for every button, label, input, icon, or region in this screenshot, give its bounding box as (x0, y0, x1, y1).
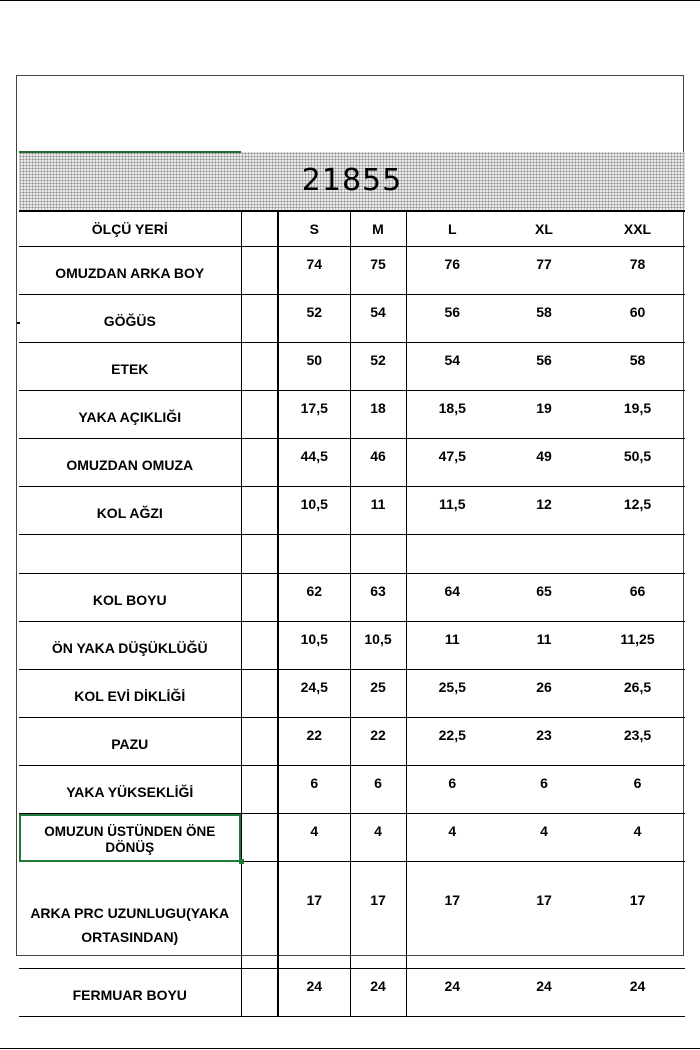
table-row (19, 814, 685, 862)
page-bottom-border (0, 1048, 700, 1049)
size-value-cell[interactable]: 17 (350, 862, 406, 969)
size-value-cell[interactable]: 4 (590, 814, 685, 862)
spacer-cell[interactable] (241, 295, 278, 343)
size-value-cell[interactable]: 76 (406, 247, 498, 295)
spacer-cell[interactable] (241, 622, 278, 670)
size-value-cell[interactable]: 4 (278, 814, 350, 862)
size-value-cell[interactable]: 54 (406, 343, 498, 391)
measurement-label-cell[interactable]: KOL BOYU (19, 574, 241, 622)
size-chart-table (19, 212, 685, 1017)
size-value-cell[interactable]: 66 (590, 574, 685, 622)
size-value-cell[interactable] (278, 535, 350, 574)
size-value-cell[interactable]: 18 (350, 391, 406, 439)
page-top-border (0, 0, 700, 1)
size-value-cell[interactable]: 50 (278, 343, 350, 391)
size-value-cell[interactable]: 22 (278, 718, 350, 766)
size-value-cell[interactable]: 4 (350, 814, 406, 862)
size-value-cell[interactable]: 17 (406, 862, 498, 969)
measurement-label-cell[interactable]: FERMUAR BOYU (19, 969, 241, 1017)
size-value-cell[interactable]: 24 (350, 969, 406, 1017)
spacer-cell[interactable] (241, 439, 278, 487)
measurement-label-cell[interactable]: OMUZDAN OMUZA (19, 439, 241, 487)
spacer-cell[interactable] (241, 862, 278, 969)
selection-edge (19, 151, 241, 153)
size-value-cell[interactable]: 56 (406, 295, 498, 343)
spacer-cell[interactable] (241, 212, 278, 247)
size-value-cell[interactable]: 44,5 (278, 439, 350, 487)
spacer-cell[interactable] (241, 487, 278, 535)
size-value-cell[interactable]: 10,5 (278, 487, 350, 535)
size-value-cell[interactable]: 50,5 (590, 439, 685, 487)
size-value-cell[interactable]: 11,5 (406, 487, 498, 535)
measurement-label-cell[interactable]: OMUZDAN ARKA BOY (19, 247, 241, 295)
spacer-cell[interactable] (241, 718, 278, 766)
spacer-cell[interactable] (241, 814, 278, 862)
header-size-cell[interactable]: XXL (590, 212, 685, 247)
size-value-cell[interactable]: 24 (590, 969, 685, 1017)
measurement-label-cell[interactable]: OMUZUN ÜSTÜNDEN ÖNE DÖNÜŞ (19, 814, 241, 862)
size-value-cell[interactable]: 24,5 (278, 670, 350, 718)
table-row (19, 969, 685, 1017)
size-value-cell[interactable]: 25 (350, 670, 406, 718)
size-value-cell[interactable]: 23 (498, 718, 590, 766)
header-size-cell[interactable]: S (278, 212, 350, 247)
spacer-cell[interactable] (241, 391, 278, 439)
size-value-cell[interactable]: 17 (278, 862, 350, 969)
size-value-cell[interactable]: 47,5 (406, 439, 498, 487)
table-row (19, 343, 685, 391)
size-value-cell[interactable]: 77 (498, 247, 590, 295)
size-value-cell[interactable]: 11,25 (590, 622, 685, 670)
table-row (19, 439, 685, 487)
size-value-cell[interactable]: 6 (350, 766, 406, 814)
spacer-cell[interactable] (241, 535, 278, 574)
size-value-cell[interactable]: 19,5 (590, 391, 685, 439)
table-row (19, 622, 685, 670)
size-value-cell[interactable]: 10,5 (350, 622, 406, 670)
measurement-label-cell[interactable]: ÖN YAKA DÜŞÜKLÜĞÜ (19, 622, 241, 670)
size-value-cell[interactable]: 46 (350, 439, 406, 487)
size-value-cell[interactable]: 58 (590, 343, 685, 391)
size-value-cell[interactable]: 24 (406, 969, 498, 1017)
header-size-cell[interactable]: M (350, 212, 406, 247)
title-band (19, 152, 685, 212)
size-value-cell[interactable]: 60 (590, 295, 685, 343)
size-value-cell[interactable]: 26 (498, 670, 590, 718)
size-value-cell[interactable]: 26,5 (590, 670, 685, 718)
size-value-cell[interactable]: 64 (406, 574, 498, 622)
size-value-cell[interactable] (350, 535, 406, 574)
table-row (19, 535, 685, 574)
product-code-title: 21855 (301, 163, 403, 198)
header-size-cell[interactable]: L (406, 212, 498, 247)
spacer-cell[interactable] (241, 969, 278, 1017)
size-value-cell[interactable]: 62 (278, 574, 350, 622)
size-value-cell[interactable]: 17 (498, 862, 590, 969)
size-value-cell[interactable]: 25,5 (406, 670, 498, 718)
size-value-cell[interactable]: 4 (498, 814, 590, 862)
size-value-cell[interactable]: 12 (498, 487, 590, 535)
spacer-cell[interactable] (241, 574, 278, 622)
size-value-cell[interactable] (590, 535, 685, 574)
size-value-cell[interactable]: 6 (278, 766, 350, 814)
size-value-cell[interactable]: 75 (350, 247, 406, 295)
spacer-cell[interactable] (241, 670, 278, 718)
table-row (19, 487, 685, 535)
size-value-cell[interactable] (406, 535, 498, 574)
size-value-cell[interactable]: 12,5 (590, 487, 685, 535)
size-value-cell[interactable]: 6 (498, 766, 590, 814)
size-value-cell[interactable]: 65 (498, 574, 590, 622)
spacer-cell[interactable] (241, 343, 278, 391)
size-value-cell[interactable]: 11 (498, 622, 590, 670)
table-row (19, 862, 685, 969)
table-row (19, 766, 685, 814)
size-value-cell[interactable]: 6 (406, 766, 498, 814)
table-row (19, 295, 685, 343)
size-value-cell[interactable]: 22 (350, 718, 406, 766)
measurement-label-cell[interactable]: KOL AĞZI (19, 487, 241, 535)
header-size-cell[interactable]: XL (498, 212, 590, 247)
measurement-label-cell[interactable]: ARKA PRC UZUNLUGU(YAKA ORTASINDAN) (19, 862, 241, 969)
size-value-cell[interactable]: 10,5 (278, 622, 350, 670)
header-label-cell[interactable]: ÖLÇÜ YERİ (19, 212, 241, 247)
size-value-cell[interactable]: 52 (350, 343, 406, 391)
size-value-cell[interactable]: 58 (498, 295, 590, 343)
table-row (19, 247, 685, 295)
size-value-cell[interactable]: 18,5 (406, 391, 498, 439)
size-value-cell[interactable]: 17,5 (278, 391, 350, 439)
size-value-cell[interactable] (498, 535, 590, 574)
table-row (19, 718, 685, 766)
size-value-cell[interactable]: 11 (350, 487, 406, 535)
measurement-label-cell[interactable]: YAKA YÜKSEKLİĞİ (19, 766, 241, 814)
table-row (19, 670, 685, 718)
fill-handle[interactable] (239, 859, 244, 864)
size-value-cell[interactable]: 17 (590, 862, 685, 969)
header-row (19, 212, 685, 247)
spacer-cell[interactable] (241, 247, 278, 295)
size-value-cell[interactable]: 78 (590, 247, 685, 295)
measurement-label-cell[interactable]: ETEK (19, 343, 241, 391)
measurement-label-cell[interactable]: KOL EVİ DİKLİĞİ (19, 670, 241, 718)
size-value-cell[interactable]: 24 (498, 969, 590, 1017)
size-value-cell[interactable]: 22,5 (406, 718, 498, 766)
size-value-cell[interactable]: 19 (498, 391, 590, 439)
size-value-cell[interactable]: 63 (350, 574, 406, 622)
size-value-cell[interactable]: 4 (406, 814, 498, 862)
size-value-cell[interactable]: 24 (278, 969, 350, 1017)
table-row (19, 574, 685, 622)
size-value-cell[interactable]: 11 (406, 622, 498, 670)
size-value-cell[interactable]: 54 (350, 295, 406, 343)
size-value-cell[interactable]: 49 (498, 439, 590, 487)
measurement-label-cell[interactable]: GÖĞÜS (19, 295, 241, 343)
spacer-cell[interactable] (241, 766, 278, 814)
size-value-cell[interactable]: 6 (590, 766, 685, 814)
measurement-label-cell[interactable] (19, 535, 241, 574)
size-value-cell[interactable]: 23,5 (590, 718, 685, 766)
size-value-cell[interactable]: 52 (278, 295, 350, 343)
measurement-label-cell[interactable]: YAKA AÇIKLIĞI (19, 391, 241, 439)
size-value-cell[interactable]: 74 (278, 247, 350, 295)
size-value-cell[interactable]: 56 (498, 343, 590, 391)
table-row (19, 391, 685, 439)
measurement-label-cell[interactable]: PAZU (19, 718, 241, 766)
